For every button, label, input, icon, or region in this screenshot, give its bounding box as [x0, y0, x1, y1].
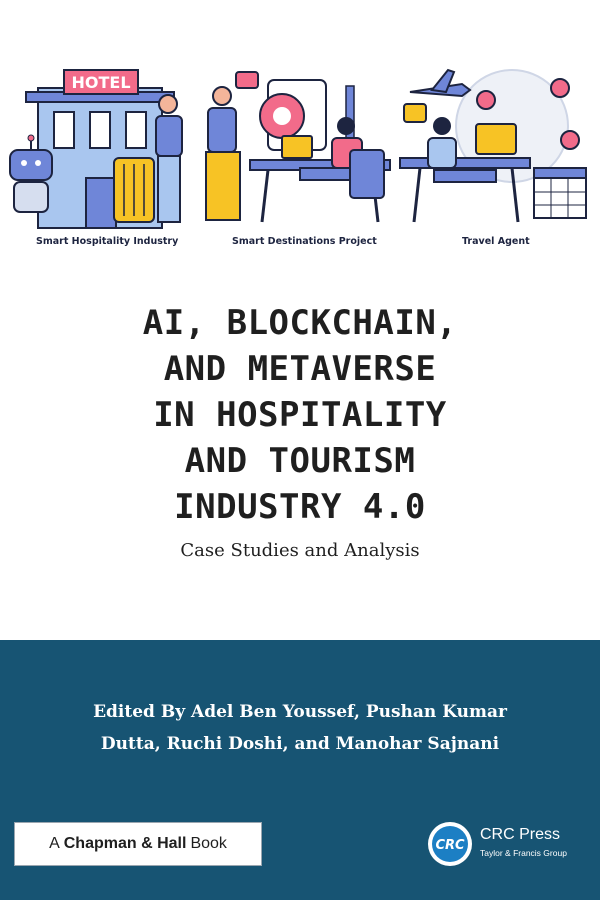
location-pin-icon	[260, 94, 304, 138]
title-line-3: IN HOSPITALITY	[153, 395, 447, 435]
title-line-1: AI, BLOCKCHAIN,	[142, 303, 458, 343]
caption-travel-agent: Travel Agent	[462, 236, 530, 247]
book-subtitle: Case Studies and Analysis	[180, 540, 420, 561]
calendar-icon	[534, 168, 586, 218]
crc-logo-icon	[426, 820, 474, 868]
caption-smart-hospitality: Smart Hospitality Industry	[36, 236, 179, 247]
editors-line-2: Dutta, Ruchi Doshi, and Manohar Sajnani	[100, 734, 500, 754]
series-suffix: Book	[190, 835, 227, 852]
hotel-scene	[10, 70, 182, 228]
cover-illustration	[0, 0, 600, 260]
suitcase-icon	[114, 158, 154, 222]
crc-logo-text: CRC	[435, 838, 465, 853]
title-line-2: AND METAVERSE	[163, 349, 437, 389]
hotel-sign-text: HOTEL	[71, 73, 131, 92]
travel-agent-scene	[400, 70, 586, 222]
title-line-5: INDUSTRY 4.0	[174, 487, 426, 527]
series-prefix: A	[49, 835, 60, 852]
caption-smart-destinations: Smart Destinations Project	[232, 236, 377, 247]
airplane-icon	[410, 70, 470, 96]
monitor-icon	[476, 124, 516, 154]
publisher-logo	[426, 820, 586, 870]
laptop-icon	[282, 136, 312, 158]
chat-bubble-icon	[236, 72, 258, 88]
editors	[0, 696, 600, 760]
publisher-subname: Taylor & Francis Group	[480, 848, 567, 858]
phone-icon	[404, 104, 426, 122]
title-line-4: AND TOURISM	[184, 441, 416, 481]
book-title	[30, 300, 570, 561]
editors-line-1: Edited By Adel Ben Youssef, Pushan Kumar	[93, 702, 507, 722]
destinations-scene	[206, 72, 390, 222]
publisher-name: CRC Press	[480, 826, 561, 843]
series-name: Chapman & Hall	[63, 835, 187, 852]
series-badge	[14, 822, 262, 866]
